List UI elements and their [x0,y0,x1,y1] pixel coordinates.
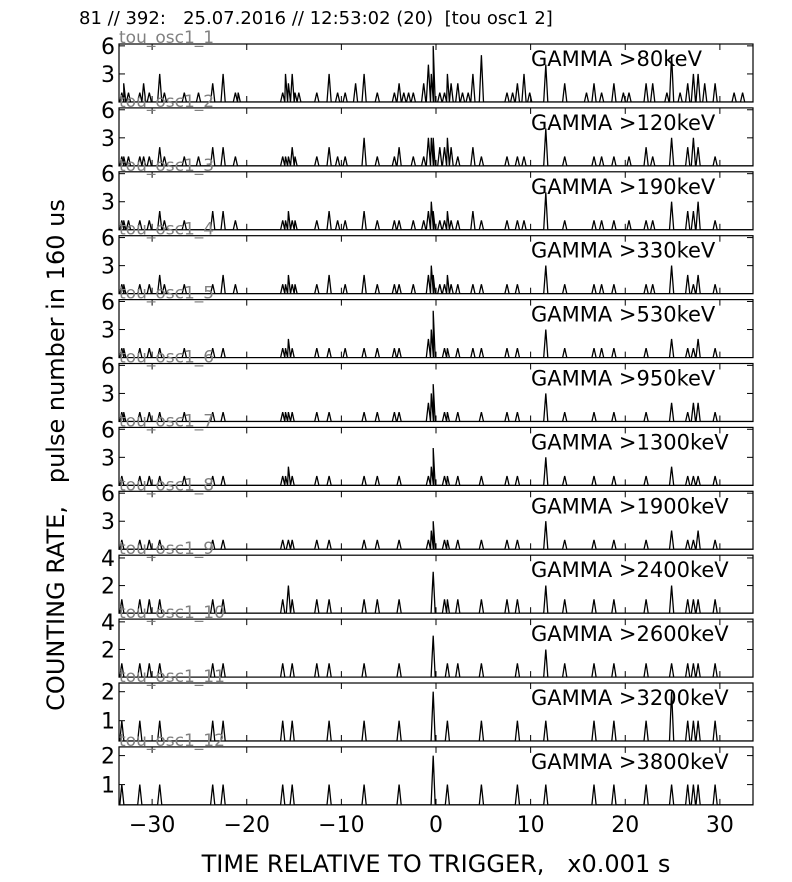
series-name-label: tou_osc1_5 [119,283,215,304]
x-axis-label: TIME RELATIVE TO TRIGGER, x0.001 s [201,850,671,878]
series-name-label: tou_osc1_1 [119,28,215,48]
y-tick-label: 6 [101,162,115,188]
panel-energy-label: GAMMA >330keV [531,238,716,263]
panel-energy-label: GAMMA >2600keV [531,622,729,647]
series-name-label: tou_osc1_10 [119,603,225,624]
series-name-label: tou_osc1_8 [119,475,215,496]
y-tick-label: 1 [101,709,115,735]
y-tick-label: 6 [101,418,115,444]
series-name-label: tou_osc1_11 [119,667,225,687]
y-tick-label: 3 [101,190,115,216]
series-name-label: tou_osc1_12 [119,730,225,751]
y-tick-label: 2 [101,680,115,706]
x-tick-label: −30 [128,812,176,838]
series-name-label: tou_osc1_6 [119,347,215,368]
panel-energy-label: GAMMA >120keV [531,110,716,135]
y-tick-label: 3 [101,126,115,152]
y-tick-label: 6 [101,98,115,124]
y-tick-label: 4 [101,610,115,636]
panel-energy-label: GAMMA >80keV [531,47,702,71]
y-tick-label: 3 [101,510,115,536]
series-name-label: tou_osc1_3 [119,155,215,176]
y-tick-label: 3 [101,382,115,408]
y-tick-label: 6 [101,34,115,60]
y-tick-label: 6 [101,226,115,252]
y-tick-label: 2 [101,638,115,664]
y-tick-label: 4 [101,546,115,572]
panel-energy-label: GAMMA >2400keV [531,558,729,583]
panel-energy-label: GAMMA >3800keV [531,749,729,774]
panel-energy-label: GAMMA >530keV [531,302,716,327]
y-tick-label: 3 [101,62,115,88]
x-tick-label: 10 [516,812,545,838]
y-tick-label: 1 [101,773,115,799]
panel-energy-label: GAMMA >1900keV [531,494,729,519]
series-name-label: tou_osc1_9 [119,539,215,560]
y-tick-label: 6 [101,354,115,380]
series-name-label: tou_osc1_2 [119,91,215,112]
series-name-label: tou_osc1_4 [119,219,215,240]
y-tick-label: 2 [101,744,115,770]
figure-header: 81 // 392: 25.07.2016 // 12:53:02 (20) [tou osc1 2] [79,8,553,29]
y-tick-label: 3 [101,318,115,344]
y-axis-label: COUNTING RATE, pulse number in 160 us [42,199,70,711]
panel-energy-label: GAMMA >3200keV [531,686,729,710]
y-tick-label: 2 [101,574,115,600]
panel-energy-label: GAMMA >190keV [531,174,716,199]
y-tick-label: 6 [101,290,115,316]
y-tick-label: 6 [101,482,115,508]
y-tick-label: 3 [101,254,115,280]
y-tick-label: 3 [101,446,115,472]
x-tick-label: −10 [318,812,365,838]
x-tick-label: 30 [705,812,734,838]
panel-energy-label: GAMMA >1300keV [531,430,729,455]
x-tick-label: 20 [611,812,640,838]
x-tick-label: −20 [223,812,270,838]
panel-energy-label: GAMMA >950keV [531,366,716,391]
x-tick-label: 0 [429,812,443,838]
series-name-label: tou_osc1_7 [119,411,215,432]
